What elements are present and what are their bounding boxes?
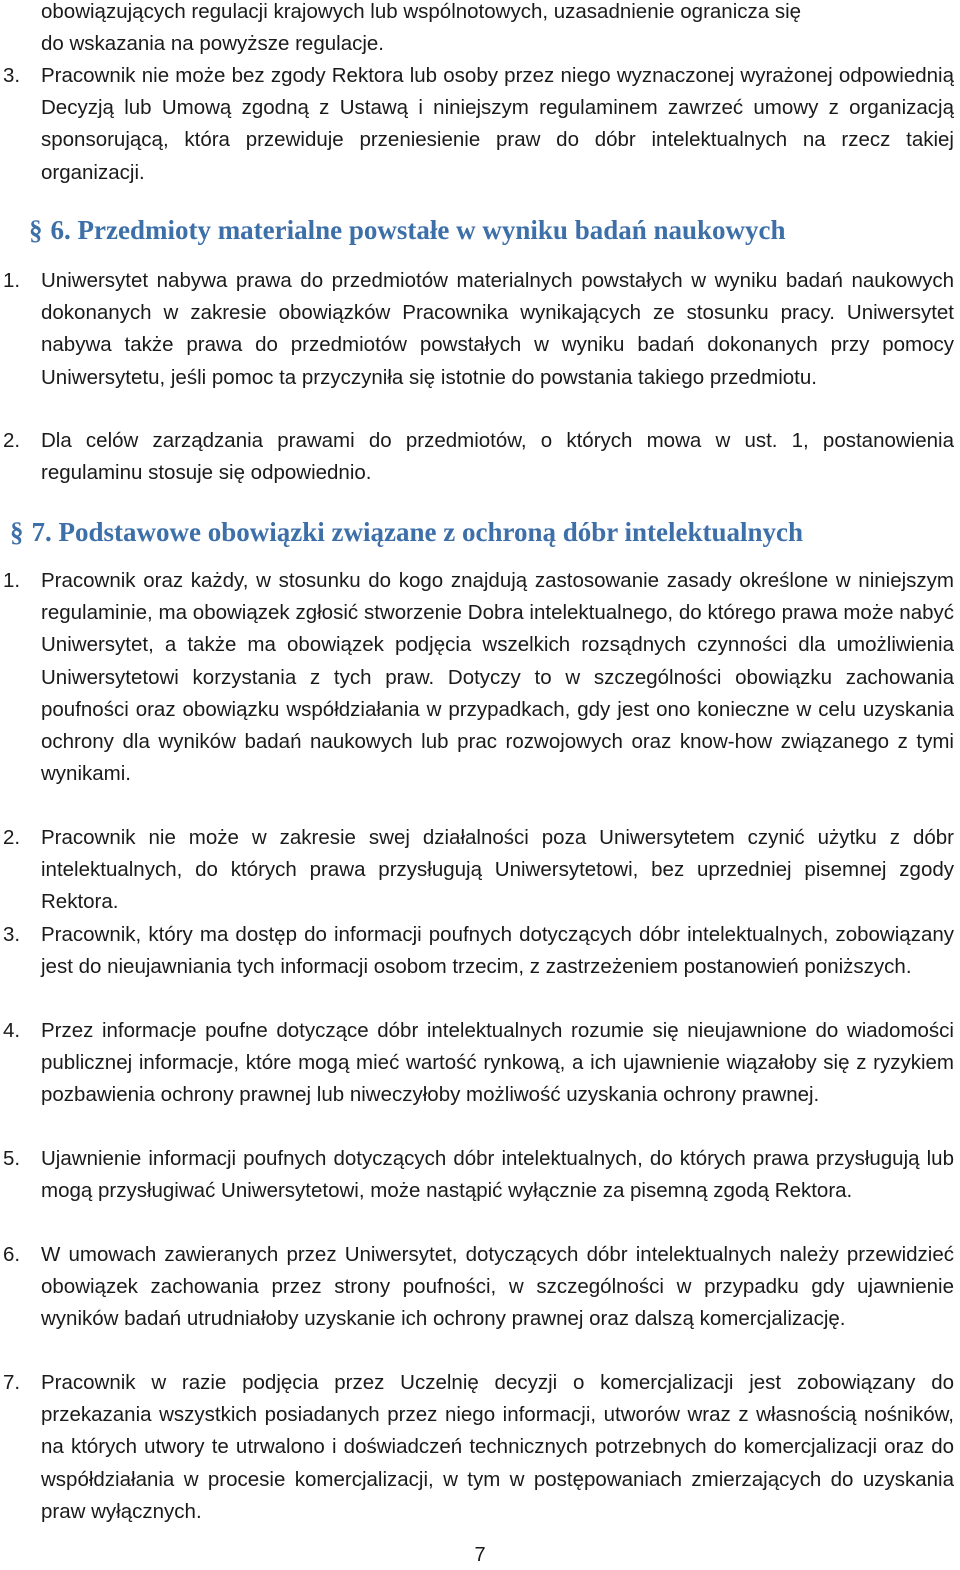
page-number: 7	[474, 1544, 486, 1566]
continuation-line-2: do wskazania na powyższe regulacje.	[41, 32, 384, 56]
continuation-paragraph	[0, 0, 960, 60]
section-heading	[29, 213, 786, 247]
list-item	[0, 60, 960, 189]
item-text: W umowach zawieranych przez Uniwersytet, dotyczących dóbr intelektualnych należy przewidzieć obowiązek zachowania przez strony poufności, w szczególności w przypadku gdy ujawnienie wyników badań utrudniałoby uzyskanie ich ochrony prawnej oraz dalszą komercjalizację.	[41, 1243, 954, 1331]
item-number: 6.	[3, 1243, 21, 1266]
item-text: Pracownik nie może w zakresie swej działalności poza Uniwersytetem czynić użytku z dóbr intelektualnych, do których prawa przysługują Uniwersytetowi, bez uprzedniej pisemnej zgody Rektora.	[41, 826, 954, 914]
continuation-line-1: obowiązujących regulacji krajowych lub wspólnotowych, uzasadnienie ogranicza się	[41, 0, 802, 23]
item-text: Ujawnienie informacji poufnych dotyczących dóbr intelektualnych, do których prawa przysługują lub mogą przysługiwać Uniwersytetowi, może nastąpić wyłącznie za pisemną zgodą Rektora.	[41, 1147, 954, 1203]
list-item	[0, 822, 960, 919]
item-text: Pracownik nie może bez zgody Rektora lub osoby przez niego wyznaczonej wyrażonej odpowiednią Decyzją lub Umową zgodną z Ustawą i niniejszym regulaminem zawrzeć umowy z organizacją sponsorującą, która przewiduje przeniesienie praw do dóbr intelektualnych na rzecz takiej organizacji.	[41, 64, 954, 184]
list-item	[0, 1367, 960, 1528]
item-number: 1.	[3, 569, 21, 592]
item-number: 5.	[3, 1147, 21, 1170]
item-number: 1.	[3, 269, 21, 292]
list-item	[0, 1143, 960, 1207]
section-symbol: §	[10, 517, 24, 547]
item-text: Pracownik, który ma dostęp do informacji poufnych dotyczących dóbr intelektualnych, zobowiązany jest do nieujawniania tych informacji osobom trzecim, z zastrzeżeniem postanowień poniższych.	[41, 923, 954, 979]
item-text: Pracownik oraz każdy, w stosunku do kogo znajdują zastosowanie zasady określone w niniejszym regulaminie, ma obowiązek zgłosić stworzenie Dobra intelektualnego, do którego prawa może nabyć Uniwersytet, a także ma obowiązek podjęcia wszelkich rozsądnych czynności dla umożliwienia Uniwersytetowi korzystania z tych praw. Dotyczy to w szczególności obowiązku zachowania poufności oraz obowiązku współdziałania w przypadkach, gdy jest ono konieczne w celu uzyskania ochrony dla wyników badań naukowych lub prac rozwojowych oraz know-how związanego z tymi wynikami.	[41, 569, 954, 786]
section-title: 7. Podstawowe obowiązki związane z ochroną dóbr intelektualnych	[31, 517, 804, 547]
list-item	[0, 919, 960, 983]
item-text: Uniwersytet nabywa prawa do przedmiotów materialnych powstałych w wyniku badań naukowych dokonanych w zakresie obowiązków Pracownika wynikających ze stosunku pracy. Uniwersytet nabywa także prawa do przedmiotów powstałych w wyniku badań dokonanych przy pomocy Uniwersytetu, jeśli pomoc ta przyczyniła się istotnie do powstania takiego przedmiotu.	[41, 269, 954, 389]
item-number: 3.	[3, 923, 21, 946]
section-title: 6. Przedmioty materialne powstałe w wyniku badań naukowych	[50, 215, 786, 245]
item-number: 4.	[3, 1019, 21, 1042]
item-number: 3.	[3, 64, 21, 87]
item-number: 2.	[3, 429, 21, 452]
list-item	[0, 265, 960, 394]
item-text: Przez informacje poufne dotyczące dóbr intelektualnych rozumie się nieujawnione do wiadomości publicznej informacje, które mogą mieć wartość rynkową, a ich ujawnienie wiązałoby się z ryzykiem pozbawienia ochrony prawnej lub niweczyłoby możliwość uzyskania ochrony prawnej.	[41, 1019, 954, 1107]
section-symbol: §	[29, 215, 43, 245]
section-heading	[10, 515, 803, 549]
item-number: 2.	[3, 826, 21, 849]
item-number: 7.	[3, 1371, 21, 1394]
list-item	[0, 1015, 960, 1112]
item-text: Dla celów zarządzania prawami do przedmiotów, o których mowa w ust. 1, postanowienia regulaminu stosuje się odpowiednio.	[41, 429, 954, 485]
item-text: Pracownik w razie podjęcia przez Uczelnię decyzji o komercjalizacji jest zobowiązany do przekazania wszystkich posiadanych przez niego informacji, utworów wraz z własnością nośników, na których utwory te utrwalono i doświadczeń technicznych potrzebnych do komercjalizacji oraz do współdziałania w procesie komercjalizacji, w tym w postępowaniach zmierzających do uzyskania praw wyłącznych.	[41, 1371, 954, 1523]
list-item	[0, 425, 960, 489]
list-item	[0, 565, 960, 790]
list-item	[0, 1239, 960, 1336]
